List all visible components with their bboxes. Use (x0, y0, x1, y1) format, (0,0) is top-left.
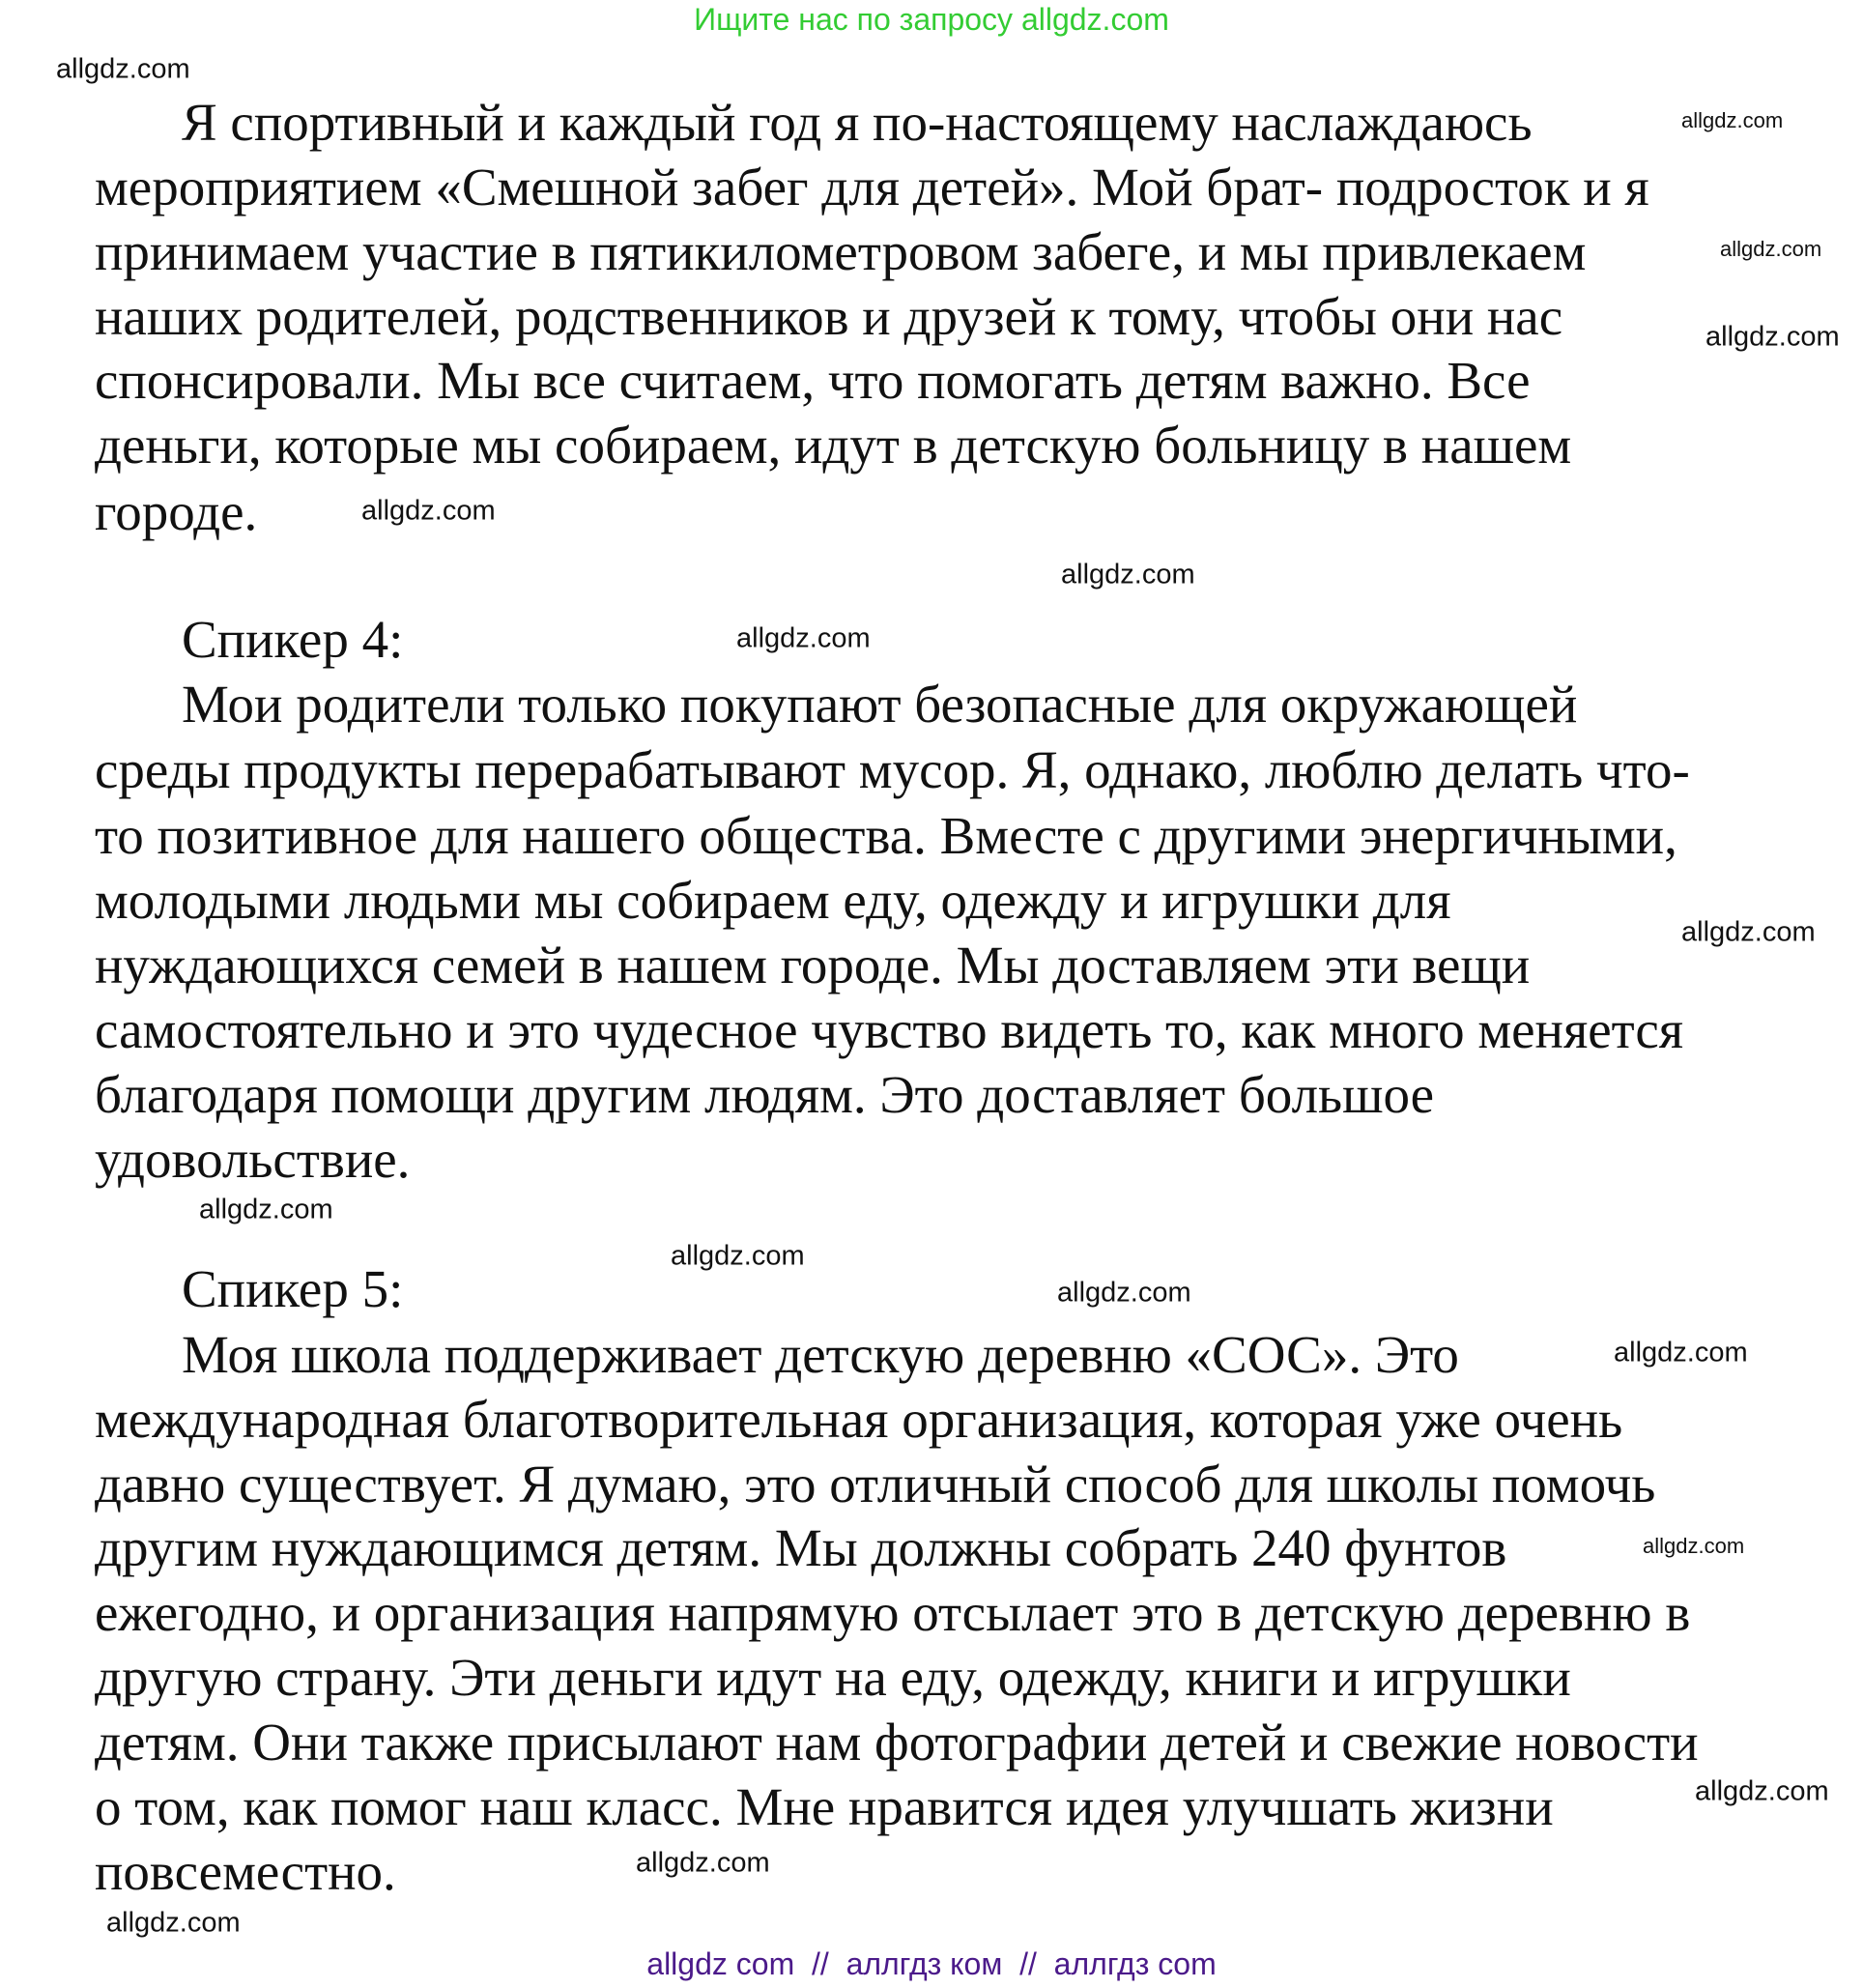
watermark: allgdz.com (56, 53, 190, 85)
watermark: allgdz.com (1057, 1277, 1191, 1309)
search-banner: Ищите нас по запросу allgdz.com (694, 2, 1169, 37)
watermark: allgdz.com (1720, 237, 1822, 261)
watermark: allgdz.com (1643, 1534, 1745, 1558)
text-line: Моя школа поддерживает детскую деревню «СОС». Это (182, 1325, 1459, 1384)
text-line: детям. Они также присылают нам фотографии детей и свежие новости (95, 1713, 1699, 1772)
text-line: другую страну. Эти деньги идут на еду, одежду, книги и игрушки (95, 1648, 1571, 1707)
speaker-4-heading: Спикер 4: (182, 610, 404, 669)
text-line: среды продукты перерабатывают мусор. Я, однако, люблю делать что- (95, 740, 1690, 799)
text-line: спонсировали. Мы все считаем, что помогать детям важно. Все (95, 351, 1531, 410)
watermark: allgdz.com (361, 495, 496, 527)
watermark: allgdz.com (106, 1907, 241, 1939)
footer-banner: allgdz com // аллгдз ком // аллгдз com (646, 1946, 1217, 1981)
watermark: allgdz.com (1695, 1775, 1829, 1807)
text-line: повсеместно. (95, 1842, 396, 1901)
watermark: allgdz.com (199, 1194, 333, 1225)
text-line: то позитивное для нашего общества. Вместе с другими энергичными, (95, 806, 1677, 865)
watermark: allgdz.com (671, 1240, 805, 1272)
text-line: мероприятием «Смешной забег для детей». Мой брат- подросток и я (95, 158, 1649, 216)
watermark: allgdz.com (1614, 1337, 1748, 1369)
text-line: Я спортивный и каждый год я по-настоящему наслаждаюсь (182, 93, 1533, 152)
text-line: наших родителей, родственников и друзей к тому, чтобы они нас (95, 287, 1563, 346)
speaker-5-heading: Спикер 5: (182, 1259, 404, 1318)
text-line: принимаем участие в пятикилометровом забеге, и мы привлекаем (95, 222, 1587, 281)
text-line: ежегодно, и организация напрямую отсылает это в детскую деревню в (95, 1583, 1691, 1642)
text-line: деньги, которые мы собираем, идут в детскую больницу в нашем (95, 416, 1572, 475)
watermark: allgdz.com (736, 622, 871, 654)
text-line: давно существует. Я думаю, это отличный способ для школы помочь (95, 1455, 1656, 1513)
text-line: благодаря помощи другим людям. Это доставляет большое (95, 1065, 1435, 1124)
watermark: allgdz.com (1681, 108, 1784, 132)
text-line: нуждающихся семей в нашем городе. Мы доставляем эти вещи (95, 936, 1531, 994)
text-line: самостоятельно и это чудесное чувство видеть то, как много меняется (95, 1000, 1684, 1059)
text-line: городе. (95, 482, 258, 541)
text-line: молодыми людьми мы собираем еду, одежду и игрушки для (95, 871, 1451, 930)
text-line: о том, как помог наш класс. Мне нравится идея улучшать жизни (95, 1777, 1554, 1836)
text-line: удовольствие. (95, 1130, 411, 1189)
watermark: allgdz.com (1705, 321, 1840, 353)
watermark: allgdz.com (1681, 916, 1816, 948)
text-line: Мои родители только покупают безопасные для окружающей (182, 675, 1578, 734)
text-line: международная благотворительная организация, которая уже очень (95, 1390, 1623, 1449)
watermark: allgdz.com (1061, 559, 1195, 591)
text-line: другим нуждающимся детям. Мы должны собрать 240 фунтов (95, 1518, 1507, 1577)
watermark: allgdz.com (636, 1847, 770, 1879)
